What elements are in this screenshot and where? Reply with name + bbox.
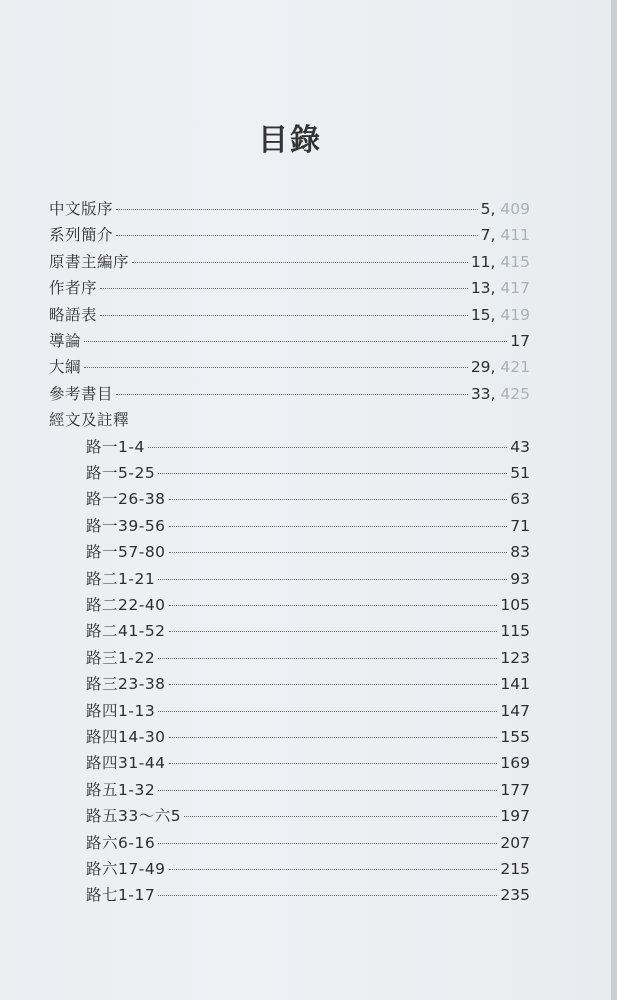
toc-page-separator: ,	[490, 384, 501, 403]
toc-entry-page: 7	[480, 226, 491, 245]
toc-entry	[49, 275, 530, 301]
toc-leader-dots	[158, 473, 507, 474]
toc-section-heading	[49, 407, 530, 433]
toc-page-separator: ,	[490, 200, 501, 218]
toc-subentry-page: 115	[500, 622, 530, 641]
toc-entry	[49, 222, 530, 248]
toc-entry-page-alt: 425	[500, 384, 530, 403]
toc-page-separator: ,	[490, 226, 501, 245]
toc-entry-label: 略語表	[49, 305, 98, 324]
toc-subentry-page: 105	[500, 596, 530, 614]
toc-leader-dots	[116, 394, 468, 395]
toc-leader-dots	[84, 341, 507, 342]
toc-subentry-page: 177	[500, 780, 530, 799]
toc-entry-pages	[471, 381, 530, 407]
toc-subentry	[86, 882, 530, 908]
toc-subentry	[86, 671, 530, 697]
toc-leader-dots	[84, 367, 468, 368]
toc-subentry-page: 169	[500, 754, 530, 773]
toc-subentry-page: 155	[500, 728, 530, 746]
toc-subentry-label: 路六6-16	[86, 833, 156, 852]
toc-leader-dots	[100, 315, 468, 316]
toc-subentry-label: 路四31-44	[86, 754, 166, 773]
toc-leader-dots	[169, 526, 508, 527]
toc-entry-pages	[510, 328, 530, 354]
toc-leader-dots	[158, 579, 507, 580]
toc-entry-pages	[471, 302, 530, 328]
toc-subentry-label: 路一57-80	[86, 543, 166, 562]
toc-entry-page: 33	[470, 384, 491, 403]
toc-entry	[49, 381, 530, 407]
toc-subentry-page: 141	[500, 675, 530, 694]
toc-entry-pages	[471, 249, 530, 275]
toc-entry-page: 13	[470, 279, 491, 298]
toc-entry-page-alt: 421	[500, 358, 530, 377]
toc-subentry-label: 路二41-52	[86, 622, 166, 641]
toc-subentry-label: 路三23-38	[86, 675, 166, 694]
toc-subentry	[86, 750, 530, 776]
toc-page-separator: ,	[490, 252, 501, 271]
toc-subentry-page: 147	[500, 701, 530, 720]
toc-entry-page: 29	[470, 358, 491, 377]
toc-subentry-page: 93	[510, 569, 530, 588]
toc-entry-page: 11	[470, 252, 491, 271]
toc-entry-label: 系列簡介	[49, 226, 114, 245]
toc-entry-page-alt: 417	[500, 279, 530, 298]
toc-subentry	[86, 830, 530, 856]
toc-subentry-label: 路五33～六5	[86, 807, 182, 826]
toc-subentry-label: 路四1-13	[86, 701, 156, 720]
toc-subentry-label: 路四14-30	[86, 728, 166, 746]
toc-subentry-label: 路一1-4	[86, 437, 145, 456]
toc-entry-page-alt: 409	[500, 200, 530, 218]
toc-entry-pages	[471, 275, 530, 301]
toc-entry-page-alt: 415	[500, 252, 530, 271]
toc-subentry-label: 路二1-21	[86, 569, 156, 588]
toc-subentry-label: 路七1-17	[86, 886, 156, 905]
toc-entry-page-alt: 411	[500, 226, 530, 245]
toc-entry-label: 大綱	[49, 358, 82, 377]
toc-entry-label: 原書主編序	[49, 252, 130, 271]
toc-subentry-label: 路五1-32	[86, 780, 156, 799]
toc-entry-page: 17	[510, 332, 530, 350]
toc-subentry-page: 215	[500, 860, 530, 878]
toc-leader-dots	[132, 262, 468, 263]
toc-entry-label: 導論	[49, 332, 82, 350]
page-title: 目錄	[258, 123, 322, 158]
toc-leader-dots	[169, 499, 508, 500]
toc-subentry	[86, 803, 530, 829]
toc-subentry-label: 路二22-40	[86, 596, 166, 614]
toc-subentry	[86, 460, 530, 486]
toc-entry	[49, 249, 530, 275]
toc-entry	[49, 302, 530, 328]
toc-page-separator: ,	[490, 305, 501, 324]
toc-subentry-page: 71	[510, 516, 530, 535]
toc-entry-label: 參考書目	[49, 384, 114, 403]
toc-leader-dots	[116, 209, 478, 210]
toc-leader-dots	[100, 288, 468, 289]
toc-entry-page: 15	[470, 305, 491, 324]
toc-subentry-label: 路六17-49	[86, 860, 166, 878]
toc-leader-dots	[169, 605, 498, 606]
toc-subentry	[86, 513, 530, 539]
toc-entry-page: 5	[480, 200, 491, 218]
toc-subentry-page: 83	[510, 543, 530, 562]
toc-entry	[49, 328, 530, 354]
toc-page-separator: ,	[490, 279, 501, 298]
toc-subentry	[86, 592, 530, 618]
toc-subentry-page: 197	[500, 807, 530, 826]
toc-subentry	[86, 486, 530, 512]
toc-subentry	[86, 434, 530, 460]
toc-leader-dots	[158, 843, 497, 844]
toc-subentry	[86, 618, 530, 644]
toc-subentry	[86, 539, 530, 565]
toc-subentry-label: 路一39-56	[86, 516, 166, 535]
toc-subentry	[86, 698, 530, 724]
toc-leader-dots	[184, 816, 497, 817]
toc-leader-dots	[169, 763, 498, 764]
toc-entry-page-alt: 419	[500, 305, 530, 324]
toc-entry-label: 中文版序	[49, 200, 114, 218]
toc-entry-pages	[481, 196, 530, 222]
toc-entry-label: 作者序	[49, 279, 98, 298]
toc-leader-dots	[169, 552, 508, 553]
toc-subentry-label: 路一26-38	[86, 490, 166, 509]
toc-subentry	[86, 645, 530, 671]
toc-leader-dots	[169, 737, 498, 738]
toc-subentry	[86, 724, 530, 750]
toc-subentry-page: 63	[510, 490, 530, 509]
toc-subentry	[86, 777, 530, 803]
toc-subentry-page: 235	[500, 886, 530, 905]
toc-subentry	[86, 566, 530, 592]
toc-leader-dots	[169, 869, 498, 870]
toc-entry	[49, 196, 530, 222]
toc-subentry-label: 路一5-25	[86, 464, 156, 482]
toc-entry-pages	[481, 222, 530, 248]
toc-subentry-page: 123	[500, 648, 530, 667]
toc-leader-dots	[158, 658, 497, 659]
toc-leader-dots	[169, 684, 498, 685]
toc-entry	[49, 354, 530, 380]
toc-subentry	[86, 856, 530, 882]
toc-leader-dots	[169, 631, 498, 632]
page-edge	[611, 0, 617, 1000]
toc-page-separator: ,	[490, 358, 501, 377]
toc-leader-dots	[158, 711, 497, 712]
toc-section-label: 經文及註釋	[49, 411, 130, 430]
toc-subentry-page: 207	[500, 833, 530, 852]
toc-subentry-page: 51	[510, 464, 530, 482]
toc-leader-dots	[148, 447, 507, 448]
toc-subentry-page: 43	[510, 437, 530, 456]
toc-subentry-label: 路三1-22	[86, 648, 156, 667]
toc-leader-dots	[158, 895, 497, 896]
toc-entry-pages	[471, 354, 530, 380]
toc-leader-dots	[158, 790, 497, 791]
toc-leader-dots	[116, 235, 478, 236]
